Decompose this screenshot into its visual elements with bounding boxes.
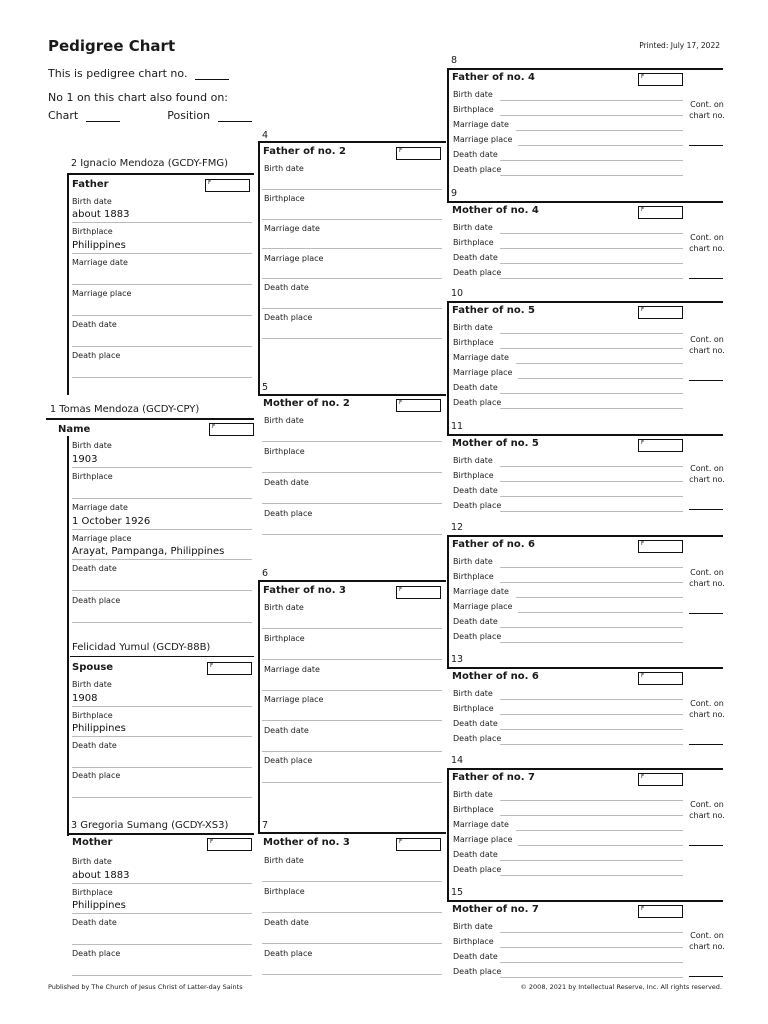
- label: Marriage place: [453, 835, 513, 844]
- position-label: Position: [167, 109, 211, 122]
- field-line: [500, 115, 683, 116]
- f-box[interactable]: F: [396, 147, 441, 160]
- continued-on-chart-label: Cont. on chart no.: [689, 233, 725, 253]
- label: Death date: [264, 918, 309, 927]
- label: Death place: [453, 398, 502, 407]
- label: Birth date: [453, 689, 493, 698]
- birth-date-value: about 1883: [72, 209, 130, 220]
- person-number: 14: [451, 755, 464, 766]
- field-line: [262, 338, 442, 339]
- chart-position-line: [48, 109, 252, 122]
- person-name: Ignacio Mendoza (GCDY-FMG): [80, 158, 229, 169]
- person-name: Gregoria Sumang (GCDY-XS3): [80, 820, 229, 831]
- gen3-title: Mother of no. 3: [263, 837, 350, 848]
- field-line: [262, 912, 442, 913]
- role-father: Father: [72, 179, 109, 190]
- connector: [258, 394, 446, 396]
- f-box[interactable]: F: [638, 773, 683, 786]
- label: Death place: [264, 313, 313, 322]
- label: Death date: [264, 478, 309, 487]
- person-number: 2: [71, 158, 78, 169]
- field-line: [516, 830, 683, 831]
- field-line: [500, 278, 683, 279]
- field-line: [72, 346, 252, 347]
- field-line: [262, 782, 442, 783]
- label: Birth date: [453, 922, 493, 931]
- connector: [447, 768, 723, 770]
- label: Birthplace: [72, 472, 113, 481]
- label: Marriage place: [264, 254, 324, 263]
- f-box[interactable]: F: [638, 905, 683, 918]
- label: Death date: [453, 253, 498, 262]
- label: Death date: [72, 741, 117, 750]
- label: Marriage place: [72, 289, 132, 298]
- person-number: 5: [262, 382, 269, 393]
- label: Death place: [453, 268, 502, 277]
- label: Birthplace: [453, 937, 494, 946]
- field-line: [262, 751, 442, 752]
- birth-date-value: 1908: [72, 693, 98, 704]
- label: Death place: [453, 967, 502, 976]
- field-line: [72, 559, 252, 560]
- chart-number-line: [48, 67, 229, 80]
- continued-chart-field[interactable]: [689, 380, 723, 381]
- person-3-name-line: [71, 820, 228, 831]
- f-box[interactable]: F: [396, 399, 441, 412]
- label: Birthplace: [453, 105, 494, 114]
- field-line: [72, 377, 252, 378]
- person-number: 7: [262, 820, 269, 831]
- f-box[interactable]: F: [638, 439, 683, 452]
- continued-on-chart-label: Cont. on chart no.: [689, 100, 725, 120]
- field-line: [262, 248, 442, 249]
- field-line: [72, 498, 252, 499]
- field-line: [500, 714, 683, 715]
- field-line: [262, 472, 442, 473]
- field-line: [262, 534, 442, 535]
- field-line: [500, 627, 683, 628]
- field-line: [262, 881, 442, 882]
- field-line: [500, 729, 683, 730]
- f-box[interactable]: F: [638, 73, 683, 86]
- label: Birth date: [264, 164, 304, 173]
- person-1-name-line: [50, 404, 199, 415]
- label: Birthplace: [72, 227, 113, 236]
- label: Birthplace: [453, 338, 494, 347]
- gen4-title: Father of no. 4: [452, 72, 536, 83]
- field-line: [262, 503, 442, 504]
- gen4-title: Mother of no. 4: [452, 205, 539, 216]
- label: Birthplace: [264, 887, 305, 896]
- gen4-title: Mother of no. 5: [452, 438, 539, 449]
- continued-on-chart-label: Cont. on chart no.: [689, 335, 725, 355]
- field-line: [500, 175, 683, 176]
- field-line: [72, 467, 252, 468]
- connector: [68, 833, 254, 835]
- connector: [447, 301, 723, 303]
- label: Marriage place: [72, 534, 132, 543]
- field-line: [262, 690, 442, 691]
- connector: [46, 418, 254, 420]
- field-line: [500, 800, 683, 801]
- continued-chart-field[interactable]: [689, 744, 723, 745]
- marriage-date-value: 1 October 1926: [72, 516, 151, 527]
- continued-chart-field[interactable]: [689, 976, 723, 977]
- label: Marriage place: [264, 695, 324, 704]
- label: Birth date: [453, 456, 493, 465]
- field-line: [72, 590, 252, 591]
- chart-number-field[interactable]: [195, 69, 229, 80]
- label: Death place: [453, 734, 502, 743]
- label: Birthplace: [453, 471, 494, 480]
- role-name: Name: [58, 424, 91, 435]
- label: Birthplace: [453, 572, 494, 581]
- connector: [68, 173, 254, 175]
- person-number: 10: [451, 288, 464, 299]
- footer-publisher: Published by The Church of Jesus Christ of Latter-day Saints: [48, 983, 243, 991]
- person-number: 4: [262, 130, 269, 141]
- field-line: [500, 393, 683, 394]
- f-box[interactable]: F: [207, 662, 252, 675]
- person-number: 8: [451, 55, 458, 66]
- label: Birth date: [264, 416, 304, 425]
- field-line: [72, 284, 252, 285]
- continued-on-chart-label: Cont. on chart no.: [689, 800, 725, 820]
- person-number: 9: [451, 188, 458, 199]
- label: Death place: [453, 165, 502, 174]
- field-line: [72, 797, 252, 798]
- connector: [258, 141, 446, 143]
- field-line: [70, 656, 254, 657]
- field-line: [72, 975, 252, 976]
- f-box[interactable]: F: [205, 179, 250, 192]
- birthplace-value: Philippines: [72, 900, 126, 911]
- label: Birthplace: [453, 238, 494, 247]
- label: Death date: [72, 320, 117, 329]
- gen4-title: Mother of no. 6: [452, 671, 539, 682]
- label: Marriage date: [453, 353, 509, 362]
- field-line: [500, 348, 683, 349]
- connector: [258, 832, 446, 834]
- f-box[interactable]: F: [638, 540, 683, 553]
- field-line: [500, 496, 683, 497]
- label: Death place: [453, 501, 502, 510]
- label: Death place: [264, 949, 313, 958]
- field-line: [518, 145, 683, 146]
- field-line: [516, 130, 683, 131]
- label: Death place: [264, 756, 313, 765]
- field-line: [516, 597, 683, 598]
- birth-date-value: about 1883: [72, 870, 130, 881]
- connector: [447, 667, 723, 669]
- gen4-title: Mother of no. 7: [452, 904, 539, 915]
- f-box[interactable]: F: [209, 423, 254, 436]
- field-line: [516, 363, 683, 364]
- label: Marriage date: [72, 258, 128, 267]
- connector: [447, 301, 449, 434]
- connector: [447, 68, 449, 201]
- birthplace-value: Philippines: [72, 240, 126, 251]
- gen4-title: Father of no. 6: [452, 539, 536, 550]
- label: Death date: [72, 918, 117, 927]
- field-line: [500, 481, 683, 482]
- field-line: [500, 100, 683, 101]
- label: Birth date: [264, 603, 304, 612]
- label: Birth date: [453, 90, 493, 99]
- label: Death place: [453, 632, 502, 641]
- field-line: [72, 736, 252, 737]
- connector: [447, 535, 449, 667]
- label: Marriage place: [453, 368, 513, 377]
- label: Death date: [453, 952, 498, 961]
- continued-chart-field[interactable]: [689, 509, 723, 510]
- page-title: Pedigree Chart: [48, 37, 176, 55]
- label: Birth date: [72, 441, 112, 450]
- field-line: [500, 962, 683, 963]
- label: Birth date: [453, 323, 493, 332]
- label: Birthplace: [264, 634, 305, 643]
- continued-on-chart-label: Cont. on chart no.: [689, 464, 725, 484]
- connector: [67, 436, 69, 836]
- label: Birthplace: [72, 711, 113, 720]
- field-line: [500, 744, 683, 745]
- field-line: [262, 659, 442, 660]
- birthplace-value: Philippines: [72, 723, 126, 734]
- field-line: [518, 378, 683, 379]
- field-line: [262, 720, 442, 721]
- label: Death date: [453, 486, 498, 495]
- field-line: [500, 947, 683, 948]
- connector: [447, 535, 723, 537]
- person-number: 13: [451, 654, 464, 665]
- chart-field[interactable]: [86, 111, 120, 122]
- gen3-title: Mother of no. 2: [263, 398, 350, 409]
- label: Death date: [453, 850, 498, 859]
- label: Death date: [264, 283, 309, 292]
- person-number: 15: [451, 887, 464, 898]
- f-box[interactable]: F: [638, 306, 683, 319]
- label: Marriage date: [72, 503, 128, 512]
- field-line: [72, 706, 252, 707]
- also-found-label: No 1 on this chart also found on:: [48, 91, 228, 104]
- person-2-name-line: [71, 158, 228, 169]
- label: Marriage place: [453, 135, 513, 144]
- field-line: [262, 943, 442, 944]
- label: Birthplace: [264, 194, 305, 203]
- field-line: [72, 315, 252, 316]
- gen3-title: Father of no. 2: [263, 146, 347, 157]
- label: Birth date: [264, 856, 304, 865]
- label: Death date: [453, 719, 498, 728]
- printed-date: Printed: July 17, 2022: [639, 41, 720, 50]
- label: Birth date: [453, 223, 493, 232]
- continued-chart-field[interactable]: [689, 613, 723, 614]
- field-line: [500, 932, 683, 933]
- label: Birthplace: [453, 805, 494, 814]
- label: Death date: [453, 150, 498, 159]
- footer-copyright: © 2008, 2021 by Intellectual Reserve, Inc. All rights reserved.: [520, 983, 722, 991]
- field-line: [500, 466, 683, 467]
- field-line: [500, 977, 683, 978]
- label: Death place: [72, 949, 121, 958]
- field-line: [518, 612, 683, 613]
- label: Birthplace: [264, 447, 305, 456]
- field-line: [500, 333, 683, 334]
- chart-label: Chart: [48, 109, 79, 122]
- label: Marriage date: [453, 587, 509, 596]
- gen3-title: Father of no. 3: [263, 585, 347, 596]
- connector: [447, 68, 723, 70]
- label: Birth date: [72, 857, 112, 866]
- field-line: [500, 860, 683, 861]
- position-field[interactable]: [218, 111, 252, 122]
- label: Marriage date: [453, 820, 509, 829]
- field-line: [262, 219, 442, 220]
- chart-number-label: This is pedigree chart no.: [48, 67, 188, 80]
- role-spouse: Spouse: [72, 662, 114, 673]
- person-number: 12: [451, 522, 464, 533]
- field-line: [500, 160, 683, 161]
- marriage-place-value: Arayat, Pampanga, Philippines: [72, 546, 225, 557]
- label: Death date: [72, 564, 117, 573]
- continued-on-chart-label: Cont. on chart no.: [689, 568, 725, 588]
- field-line: [500, 263, 683, 264]
- field-line: [500, 699, 683, 700]
- label: Marriage place: [453, 602, 513, 611]
- connector: [258, 580, 446, 582]
- continued-on-chart-label: Cont. on chart no.: [689, 931, 725, 951]
- person-name: Tomas Mendoza (GCDY-CPY): [59, 404, 200, 415]
- field-line: [262, 628, 442, 629]
- label: Death place: [453, 865, 502, 874]
- field-line: [72, 883, 252, 884]
- field-line: [72, 622, 252, 623]
- field-line: [500, 511, 683, 512]
- continued-chart-field[interactable]: [689, 278, 723, 279]
- connector: [258, 141, 260, 395]
- label: Birth date: [453, 790, 493, 799]
- f-box[interactable]: F: [207, 838, 252, 851]
- field-line: [72, 253, 252, 254]
- field-line: [500, 875, 683, 876]
- continued-chart-field[interactable]: [689, 845, 723, 846]
- field-line: [72, 767, 252, 768]
- label: Birth date: [453, 557, 493, 566]
- connector: [447, 434, 723, 436]
- field-line: [500, 582, 683, 583]
- field-line: [500, 408, 683, 409]
- field-line: [262, 441, 442, 442]
- birth-date-value: 1903: [72, 454, 98, 465]
- label: Marriage date: [264, 224, 320, 233]
- connector: [447, 768, 449, 900]
- person-number: 3: [71, 820, 78, 831]
- field-line: [262, 189, 442, 190]
- field-line: [500, 567, 683, 568]
- label: Birthplace: [72, 888, 113, 897]
- field-line: [500, 233, 683, 234]
- gen4-title: Father of no. 5: [452, 305, 536, 316]
- field-line: [518, 845, 683, 846]
- label: Death date: [453, 383, 498, 392]
- role-mother: Mother: [72, 837, 113, 848]
- connector: [447, 201, 723, 203]
- label: Death place: [72, 771, 121, 780]
- label: Death date: [453, 617, 498, 626]
- field-line: [500, 642, 683, 643]
- f-box[interactable]: F: [396, 586, 441, 599]
- field-line: [500, 815, 683, 816]
- connector: [258, 580, 260, 833]
- label: Death place: [72, 351, 121, 360]
- gen4-title: Father of no. 7: [452, 772, 536, 783]
- field-line: [72, 222, 252, 223]
- field-line: [262, 974, 442, 975]
- field-line: [72, 529, 252, 530]
- connector: [447, 900, 723, 902]
- label: Death place: [264, 509, 313, 518]
- f-box[interactable]: F: [638, 672, 683, 685]
- person-number: 11: [451, 421, 464, 432]
- continued-on-chart-label: Cont. on chart no.: [689, 699, 725, 719]
- continued-chart-field[interactable]: [689, 145, 723, 146]
- label: Birth date: [72, 680, 112, 689]
- field-line: [262, 278, 442, 279]
- spouse-name: Felicidad Yumul (GCDY-88B): [72, 642, 211, 653]
- label: Birthplace: [453, 704, 494, 713]
- f-box[interactable]: F: [396, 838, 441, 851]
- label: Death date: [264, 726, 309, 735]
- person-number: 6: [262, 568, 269, 579]
- label: Death place: [72, 596, 121, 605]
- label: Birth date: [72, 197, 112, 206]
- connector: [67, 173, 69, 395]
- person-number: 1: [50, 404, 57, 415]
- field-line: [500, 248, 683, 249]
- label: Marriage date: [264, 665, 320, 674]
- label: Marriage date: [453, 120, 509, 129]
- field-line: [262, 308, 442, 309]
- field-line: [72, 913, 252, 914]
- f-box[interactable]: F: [638, 206, 683, 219]
- field-line: [72, 944, 252, 945]
